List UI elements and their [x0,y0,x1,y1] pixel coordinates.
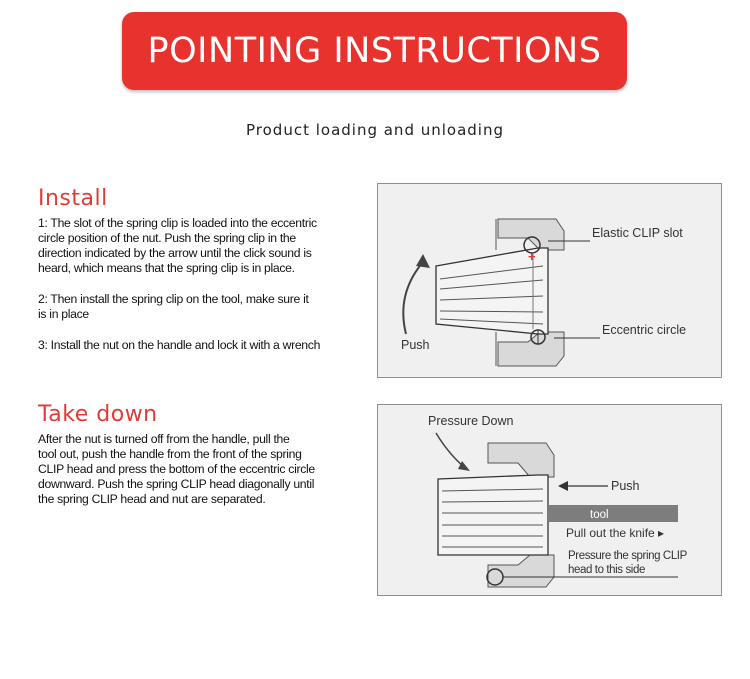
install-diagram [378,184,721,377]
takedown-line: CLIP head and press the bottom of the eccentric circle [38,462,315,476]
label-pressure-clip-2: head to this side [568,564,645,576]
install-step-1-line: 1: The slot of the spring clip is loaded into the eccentric [38,216,317,230]
takedown-diagram [378,405,721,595]
install-step-1-line: direction indicated by the arrow until the click sound is [38,246,312,260]
takedown-line: After the nut is turned off from the handle, pull the [38,432,290,446]
takedown-line: tool out, push the handle from the front of the spring [38,447,302,461]
push-arrow-icon [558,481,568,491]
nut-housing-bottom [488,555,554,587]
label-pressure-down: Pressure Down [428,414,514,428]
takedown-text [38,432,368,507]
install-step-1 [38,216,378,276]
label-elastic-clip-slot: Elastic CLIP slot [592,226,683,240]
install-step-1-line: heard, which means that the spring clip is in place. [38,261,295,275]
label-push: Push [611,479,640,493]
install-step-2-line: 2: Then install the spring clip on the tool, make sure it [38,292,309,306]
svg-text:+: + [528,249,536,264]
install-step-3: 3: Install the nut on the handle and lock it with a wrench [38,338,321,352]
subtitle: Product loading and unloading [246,121,504,139]
label-pull-out-knife: Pull out the knife ▸ [566,526,665,540]
install-step-2-line: is in place [38,307,89,321]
spring-collet [438,475,548,555]
tool-bar [548,505,678,522]
takedown-diagram-panel [377,404,722,596]
takedown-line: the spring CLIP head and nut are separated. [38,492,266,506]
nut-housing-top [488,443,554,477]
label-eccentric-circle: Eccentric circle [602,323,687,337]
title-banner [122,12,627,90]
install-step-1-line: circle position of the nut. Push the spring clip in the [38,231,296,245]
page-title: POINTING INSTRUCTIONS [147,31,602,71]
install-step-2 [38,292,378,322]
install-heading: Install [38,186,108,211]
takedown-line: downward. Push the spring CLIP head diagonally until [38,477,315,491]
nut-housing-top [498,219,564,250]
label-push: Push [401,338,430,352]
label-tool: tool [590,509,609,521]
takedown-heading: Take down [38,402,158,427]
install-diagram-panel [377,183,722,378]
label-pressure-clip-1: Pressure the spring CLIP [568,550,687,562]
pressure-down-arrow-icon [436,433,464,467]
push-arrow-icon [403,262,423,334]
